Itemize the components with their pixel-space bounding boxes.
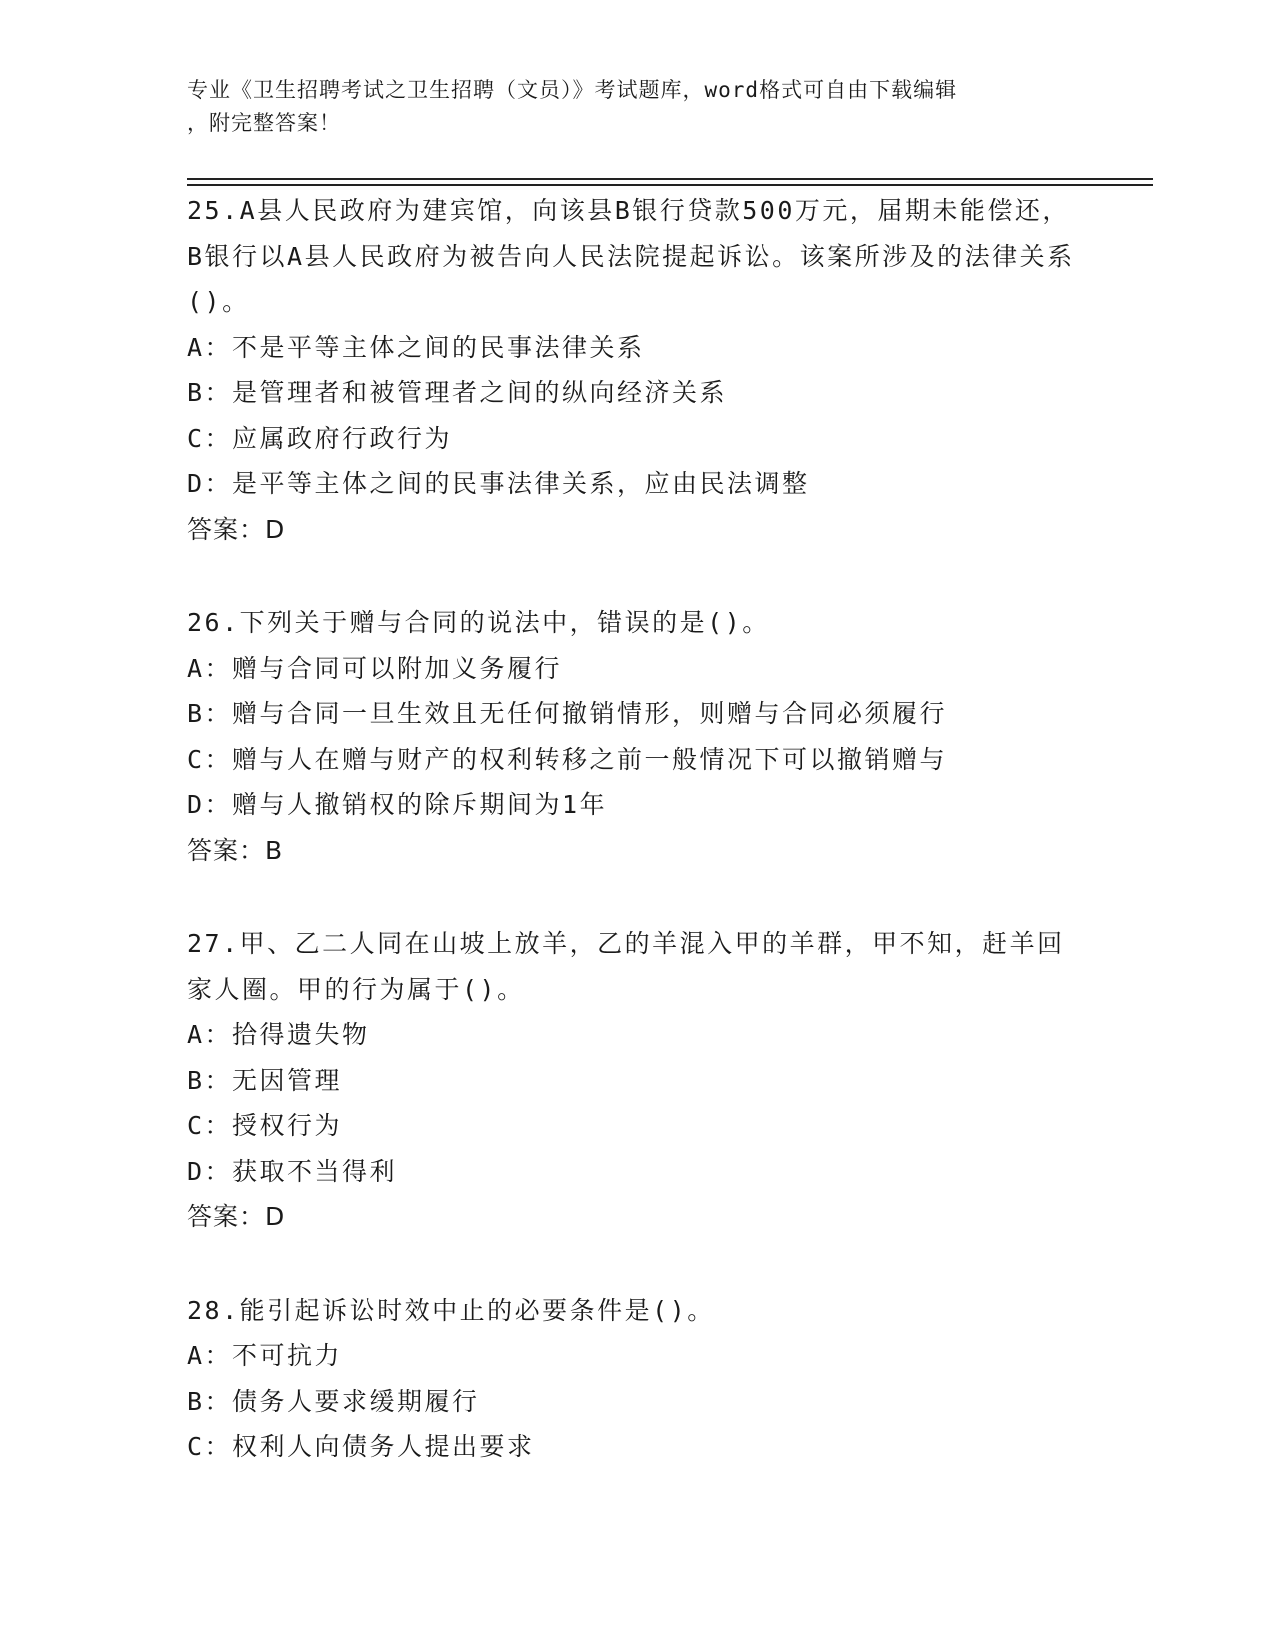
option-c: C：授权行为 <box>187 1111 343 1140</box>
option-b: B：赠与合同一旦生效且无任何撤销情形，则赠与合同必须履行 <box>187 699 948 728</box>
answer: 答案：B <box>187 835 284 865</box>
header-rule-top <box>187 178 1153 180</box>
question-list <box>187 188 1087 1518</box>
option-a: A：赠与合同可以附加义务履行 <box>187 653 563 683</box>
answer: 答案：D <box>187 514 286 544</box>
option-a: A：拾得遗失物 <box>187 1020 370 1049</box>
option-c: C：赠与人在赠与财产的权利转移之前一般情况下可以撤销赠与 <box>187 744 948 774</box>
header-rule-bottom <box>187 184 1153 186</box>
option-a: A：不是平等主体之间的民事法律关系 <box>187 332 645 362</box>
question-27 <box>187 921 1087 1240</box>
question-26 <box>187 600 1087 873</box>
question-text: 28.能引起诉讼时效中止的必要条件是()。 <box>187 1295 715 1325</box>
option-a: A：不可抗力 <box>187 1341 343 1370</box>
question-25 <box>187 188 1087 552</box>
answer: 答案：D <box>187 1202 286 1231</box>
option-b: B：是管理者和被管理者之间的纵向经济关系 <box>187 378 728 407</box>
option-c: C：应属政府行政行为 <box>187 423 453 453</box>
question-28 <box>187 1288 1087 1470</box>
option-d: D：是平等主体之间的民事法律关系，应由民法调整 <box>187 469 810 498</box>
header-line-2: ，附完整答案！ <box>187 111 341 135</box>
option-d: D：获取不当得利 <box>187 1156 398 1186</box>
question-text: 27.甲、乙二人同在山坡上放羊，乙的羊混入甲的羊群，甲不知，赶羊回家人圈。甲的行为属于()。 <box>187 929 1065 1004</box>
header-line-1: 专业《卫生招聘考试之卫生招聘（文员）》考试题库，word格式可自由下载编辑 <box>187 78 958 102</box>
option-b: B：无因管理 <box>187 1065 343 1095</box>
question-text: 25.A县人民政府为建宾馆，向该县B银行贷款500万元，届期未能偿还，B银行以A县人民政府为被告向人民法院提起诉讼。该案所涉及的法律关系()。 <box>187 196 1075 316</box>
option-d: D：赠与人撤销权的除斥期间为1年 <box>187 790 608 819</box>
option-c: C：权利人向债务人提出要求 <box>187 1432 535 1461</box>
option-b: B：债务人要求缓期履行 <box>187 1386 480 1416</box>
document-header <box>187 74 1067 140</box>
question-text: 26.下列关于赠与合同的说法中，错误的是()。 <box>187 608 770 637</box>
